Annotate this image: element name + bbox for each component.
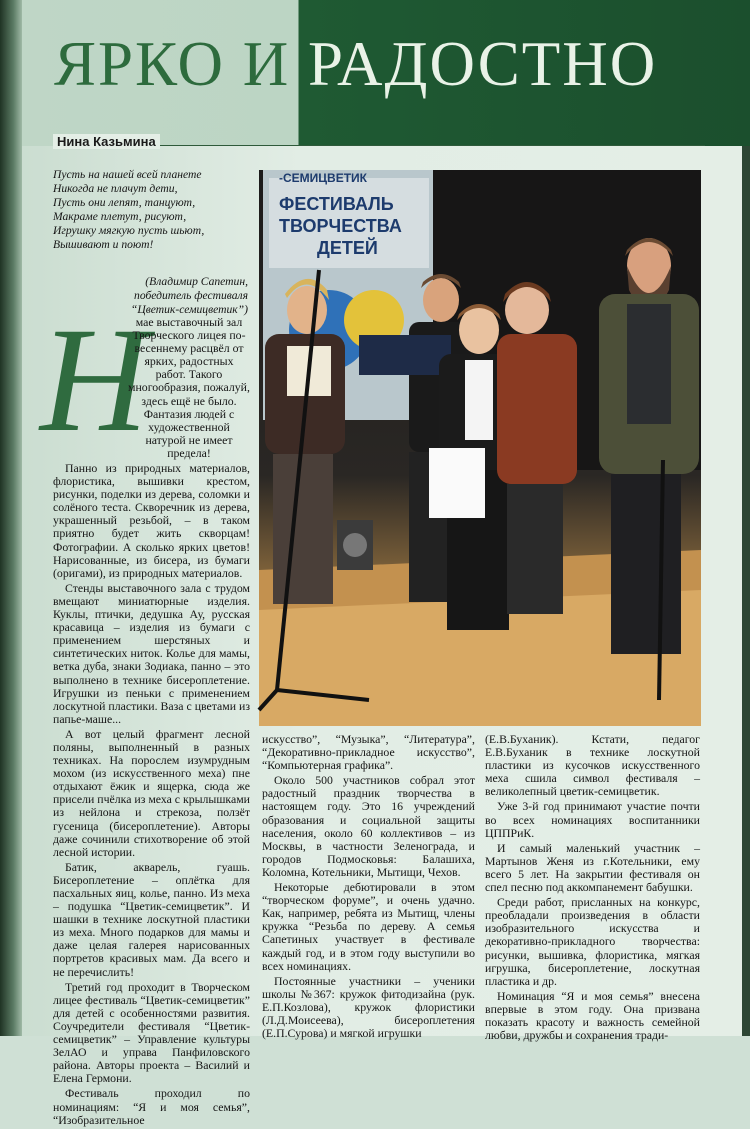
title-part-1: ЯРКО И bbox=[54, 29, 309, 99]
paragraph: Третий год проходит в Творческом лицее фестиваль “Цветик-семицветик” для детей с особенностями развития. Соучредители фестиваля “Цветик-семицветик” – Управление культуры ЗелАО и управа Панфиловского района. Авторы проекта – Василий и Елена Гермони. bbox=[53, 979, 250, 1086]
paragraph: Фестиваль проходил по номинациям: “Я и моя семья”, “Изобразительное bbox=[53, 1086, 250, 1127]
paragraph: искусство”, “Музыка”, “Литература”, “Декоративно-прикладное искусство”, “Компьютерная графика”. bbox=[262, 732, 475, 773]
festival-photo bbox=[259, 170, 701, 726]
paragraph: Уже 3-й год принимают участие почти во всех номинациях воспитанники ЦППРиК. bbox=[485, 799, 700, 840]
title-rule bbox=[135, 145, 705, 146]
paragraph: И самый маленький участник – Мартынов Женя из г.Котельники, ему всего 5 лет. На закрытии фестиваля он спел песню под аккомпанемент бабушки. bbox=[485, 840, 700, 895]
article-intro bbox=[128, 316, 250, 462]
paragraph: А вот целый фрагмент лесной поляны, выполненный в разных техниках. На порослем изумрудным мохом (из искусственного меха) пне отдыхают ёжик и ящерка, сюда же присели пчёлка из меха с крылышками из нейлона и стрекоза, ползёт гусеница (бисероплетение). Авторы даже сочинили стихотворение об этой лесной истории. bbox=[53, 726, 250, 859]
drop-cap: Н bbox=[40, 297, 149, 463]
paragraph: Стенды выставочного зала с трудом вмещают миниатюрные изделия. Куклы, птички, дедушка Ау, русская красавица – изделия из бумаги с применением шерстяных и синтетических ниток. Колье для мамы, ветка дуба, знаки Зодиака, панно – это выполнено в технике бисероплетение. Игрушки из пеньки с применением лоскутной пластики. Ваза с цветами из папье-маше... bbox=[53, 580, 250, 726]
article-column-2 bbox=[262, 733, 475, 1042]
poem-line: Пусть на нашей всей планете bbox=[53, 168, 202, 181]
banner-line-3: ДЕТЕЙ bbox=[317, 238, 378, 258]
title-band bbox=[22, 0, 750, 146]
poem-line: Макраме плетут, рисуют, bbox=[53, 210, 187, 223]
paragraph: Среди работ, присланных на конкурс, преобладали произведения в области изобразительного искусства и декоративно-прикладного творчества: рисунки, вышивка, флористика, мягкая игрушка, бисероплетение, лоскутная пластика и др. bbox=[485, 895, 700, 988]
poem-line: Пусть они лепят, танцуют, bbox=[53, 196, 196, 209]
banner-top-text: -СЕМИЦВЕТИК bbox=[279, 171, 368, 185]
paragraph: Некоторые дебютировали в этом “творческом форуме”, и очень удачно. Как, например, ребята из Мытищ, члены кружка “Резьба по дереву. А семья Сапетиных участвует в фестивале каждый год, и в этом году выступили во всех номинациях. bbox=[262, 880, 475, 973]
paragraph: Батик, акварель, гуашь. Бисероплетение – оплётка для пасхальных яиц, колье, панно. Из меха – подушка “Цветик-семицветик”. И шашки в технике лоскутной пластики из меха. Много подарков для мамы и даже целая галерея нарисованных портретов красивых мам. Да всего и не перечислить! bbox=[53, 859, 250, 979]
page-spine bbox=[0, 0, 22, 1036]
poem-line: Игрушку мягкую пусть шьют, bbox=[53, 224, 205, 237]
title-part-2: РАДОСТНО bbox=[308, 29, 658, 99]
page-title bbox=[54, 28, 657, 101]
banner-line-2: ТВОРЧЕСТВА bbox=[279, 216, 402, 236]
poem-line: Никогда не плачут дети, bbox=[53, 182, 178, 195]
article-column-1 bbox=[53, 462, 250, 1129]
paragraph: (Е.В.Буханик). Кстати, педагог Е.В.Буханик в технике лоскутной пластики из кусочков искусственного меха сшила символ фестиваля – великолепный цветик-семицветик. bbox=[485, 732, 700, 799]
paragraph: Панно из природных материалов, флористика, вышивки крестом, рисунки, поделки из дерева, соломки и солёного теста. Скворечник из дерева, украшенный резьбой, – в таком приятно будет жить скворцам! Фотографии. А сколько ярких цветов! Нарисованные, из бисера, из бумаги (оригами), из природных материалов. bbox=[53, 461, 250, 580]
epigraph-signature: (Владимир Сапетин, победитель фестиваля “Цветик-семицветик”) bbox=[130, 275, 248, 316]
paragraph: Постоянные участники – ученики школы №367: кружок фитодизайна (рук. Е.П.Козлова), кружок флористики (Л.Д.Моисеева), бисероплетения (Е.П.Сурова) и мягкой игрушки bbox=[262, 973, 475, 1041]
author-name: Нина Казьмина bbox=[53, 134, 160, 149]
epigraph-poem bbox=[53, 168, 204, 252]
intro-paragraph: мае выставочный зал Творческого лицея по-весеннему расцвёл от ярких, радостных работ. Такого многообразия, пожалуй, здесь ещё не было. Фантазия людей с художественной натурой не имеет предела! bbox=[128, 315, 250, 460]
paragraph: Номинация “Я и моя семья” внесена впервые в этом году. Она призвана показать красоту и важность семейной любви, дружбы и сохранения тради- bbox=[485, 988, 700, 1043]
paragraph: Около 500 участников собрал этот радостный праздник творчества в настоящем году. Это 16 учреждений образования и социальной защиты населения, около 60 коллективов – из Москвы, в частности Зеленограда, и городов Подмосковья: Балашиха, Коломна, Котельники, Мытищи, Чехов. bbox=[262, 773, 475, 879]
poem-line: Вышивают и поют! bbox=[53, 238, 154, 251]
page-edge bbox=[742, 0, 750, 1036]
article-column-3 bbox=[485, 733, 700, 1044]
banner-line-1: ФЕСТИВАЛЬ bbox=[279, 194, 394, 214]
